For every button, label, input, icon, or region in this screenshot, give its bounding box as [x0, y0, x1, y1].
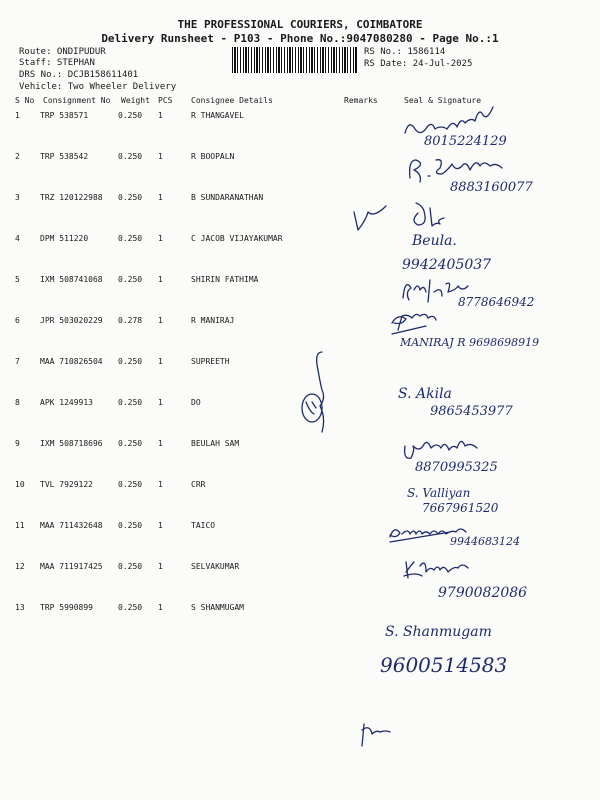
- row-consignment: APK 1249913: [40, 398, 93, 407]
- row-consignee: B SUNDARANATHAN: [191, 193, 264, 202]
- signature-4: Beula.: [412, 233, 457, 249]
- row-pcs: 1: [158, 316, 163, 325]
- row-pcs: 1: [158, 521, 163, 530]
- signature-12: [404, 562, 468, 578]
- row-weight: 0.250: [118, 480, 143, 489]
- row-pcs: 1: [158, 480, 163, 489]
- row-consignment: JPR 503020229: [40, 316, 103, 325]
- signature-13: S. Shanmugam: [385, 624, 492, 640]
- signature-10: S. Valliyan: [407, 486, 471, 500]
- row-consignee: SUPREETH: [191, 357, 230, 366]
- row-consignment: DPM 511220: [40, 234, 89, 243]
- row-sno: 10: [15, 480, 25, 489]
- phone-4: 9942405037: [402, 257, 492, 273]
- row-sno: 5: [15, 275, 20, 284]
- row-pcs: 1: [158, 357, 163, 366]
- row-consignment: TRZ 120122988: [40, 193, 103, 202]
- company-title: THE PROFESSIONAL COURIERS, COIMBATORE: [177, 18, 423, 31]
- row-pcs: 1: [158, 439, 163, 448]
- runsheet-title: Delivery Runsheet - P103 - Phone No.:9047080280 - Page No.:1: [101, 32, 499, 45]
- row-sno: 11: [15, 521, 25, 530]
- row-consignment: TRP 538571: [40, 111, 89, 120]
- row-weight: 0.250: [118, 521, 143, 530]
- row-consignment: TRP 5990899: [40, 603, 93, 612]
- row-sno: 9: [15, 439, 20, 448]
- row-consignee: C JACOB VIJAYAKUMAR: [191, 234, 283, 243]
- row-consignment: MAA 710826504: [40, 357, 103, 366]
- row-consignee: S SHANMUGAM: [191, 603, 244, 612]
- col-sno: S No: [15, 96, 35, 105]
- row-consignee: R THANGAVEL: [191, 111, 244, 120]
- col-remarks: Remarks: [344, 96, 378, 105]
- row-pcs: 1: [158, 193, 163, 202]
- phone-11: 9944683124: [450, 535, 520, 548]
- row-weight: 0.250: [118, 152, 143, 161]
- row-sno: 1: [15, 111, 20, 120]
- row-pcs: 1: [158, 275, 163, 284]
- row-consignment: MAA 711432648: [40, 521, 103, 530]
- signature-9: [405, 441, 477, 458]
- remark-mark-3: [354, 206, 386, 230]
- row-pcs: 1: [158, 398, 163, 407]
- vehicle-label: Vehicle: Two Wheeler Delivery: [19, 82, 177, 92]
- row-consignment: TVL 7929122: [40, 480, 93, 489]
- row-consignee: DO: [191, 398, 201, 407]
- row-sno: 4: [15, 234, 20, 243]
- row-weight: 0.278: [118, 316, 143, 325]
- row-consignee: SHIRIN FATHIMA: [191, 275, 259, 284]
- row-weight: 0.250: [118, 357, 143, 366]
- signature-1: [405, 107, 493, 133]
- row-pcs: 1: [158, 603, 163, 612]
- row-weight: 0.250: [118, 234, 143, 243]
- signature-8: S. Akila: [398, 386, 452, 402]
- row-consignee: SELVAKUMAR: [191, 562, 240, 571]
- row-consignee: R MANIRAJ: [191, 316, 235, 325]
- phone-8: 9865453977: [430, 404, 513, 419]
- rs-number: RS No.: 1586114: [364, 47, 446, 57]
- row-sno: 3: [15, 193, 20, 202]
- row-consignment: MAA 711917425: [40, 562, 103, 571]
- signature-2: [410, 160, 502, 182]
- row-sno: 8: [15, 398, 20, 407]
- row-sno: 7: [15, 357, 20, 366]
- row-pcs: 1: [158, 234, 163, 243]
- staff-label: Staff: STEPHAN: [19, 58, 95, 68]
- row-consignment: IXM 508741068: [40, 275, 103, 284]
- row-pcs: 1: [158, 111, 163, 120]
- row-pcs: 1: [158, 562, 163, 571]
- rs-date: RS Date: 24-Jul-2025: [364, 59, 473, 69]
- row-sno: 6: [15, 316, 20, 325]
- row-sno: 2: [15, 152, 20, 161]
- row-weight: 0.250: [118, 111, 143, 120]
- row-consignee: R BOOPALN: [191, 152, 235, 161]
- row-weight: 0.250: [118, 193, 143, 202]
- row-consignee: TAICO: [191, 521, 216, 530]
- row-weight: 0.250: [118, 398, 143, 407]
- initials-mark: [362, 724, 390, 746]
- row-consignment: TRP 538542: [40, 152, 89, 161]
- row-weight: 0.250: [118, 439, 143, 448]
- row-sno: 13: [15, 603, 25, 612]
- row-consignee: CRR: [191, 480, 206, 489]
- col-weight: Weight: [121, 96, 150, 105]
- phone-12: 9790082086: [438, 585, 528, 601]
- phone-1: 8015224129: [424, 134, 507, 149]
- col-consignee: Consignee Details: [191, 96, 273, 105]
- phone-6: MANIRAJ R 9698698919: [400, 336, 540, 349]
- row-sno: 12: [15, 562, 25, 571]
- drs-number: DRS No.: DCJB158611401: [19, 70, 139, 80]
- col-consignment: Consignment No: [43, 96, 111, 105]
- signature-3: [414, 203, 444, 226]
- phone-10: 7667961520: [422, 501, 499, 515]
- row-weight: 0.250: [118, 275, 143, 284]
- row-consignment: IXM 508718696: [40, 439, 103, 448]
- row-pcs: 1: [158, 152, 163, 161]
- col-pcs: PCS: [158, 96, 173, 105]
- row-weight: 0.250: [118, 603, 143, 612]
- col-seal: Seal & Signature: [404, 96, 482, 105]
- phone-9: 8870995325: [415, 460, 498, 475]
- signature-6: [392, 314, 436, 334]
- remark-circle-8: [302, 394, 322, 422]
- phone-5: 8778646942: [458, 295, 535, 309]
- row-consignee: BEULAH SAM: [191, 439, 240, 448]
- phone-13: 9600514583: [380, 653, 508, 677]
- row-weight: 0.250: [118, 562, 143, 571]
- phone-2: 8883160077: [450, 180, 533, 195]
- route-label: Route: ONDIPUDUR: [19, 47, 106, 57]
